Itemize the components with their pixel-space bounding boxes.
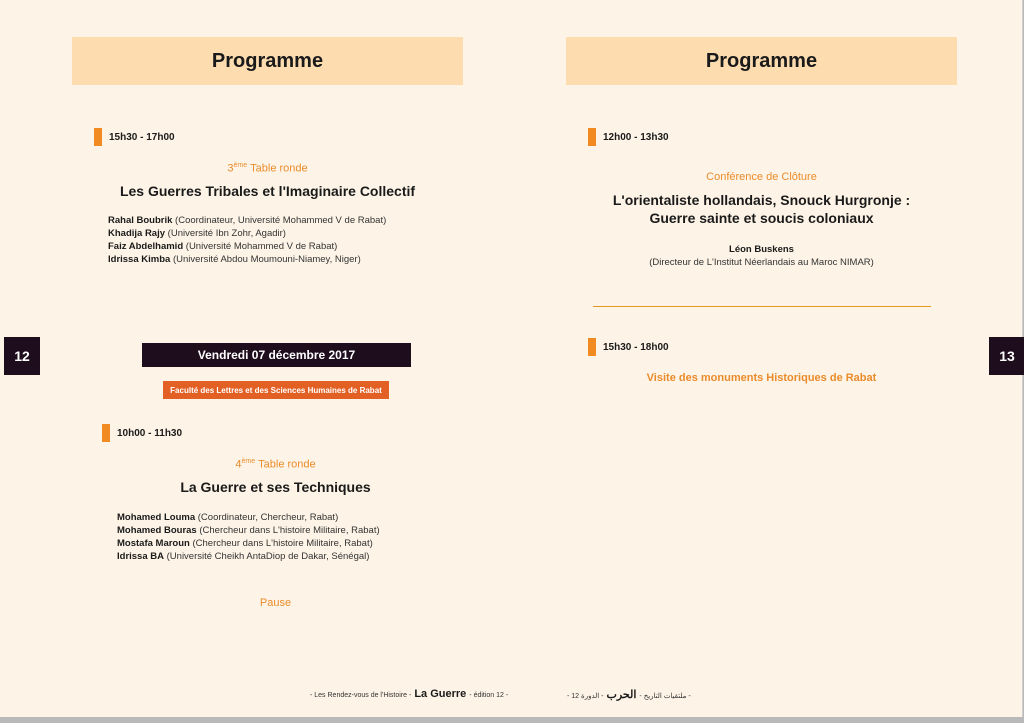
participant-name: Mostafa Maroun xyxy=(117,538,190,549)
footer-theme: La Guerre xyxy=(414,688,467,700)
participant xyxy=(117,550,380,563)
session-type xyxy=(80,458,471,471)
participant-affiliation: (Coordinateur, Université Mohammed V de Rabat) xyxy=(172,215,387,226)
time-marker xyxy=(588,128,596,146)
time-label: 12h00 - 13h30 xyxy=(603,131,669,143)
session-type xyxy=(72,162,463,175)
participant-affiliation: (Université Mohammed V de Rabat) xyxy=(183,241,338,252)
participant xyxy=(108,253,386,266)
footer-theme: الحرب xyxy=(606,689,637,701)
participant-affiliation: (Université Ibn Zohr, Agadir) xyxy=(165,228,286,239)
session-title xyxy=(566,191,957,227)
participant-name: Idrissa BA xyxy=(117,551,164,562)
time-label: 15h30 - 18h00 xyxy=(603,341,669,353)
pause-label: Pause xyxy=(259,597,292,609)
session-title-line: Guerre sainte et soucis coloniaux xyxy=(649,210,874,226)
participant xyxy=(117,537,380,550)
page-number: 12 xyxy=(4,337,40,375)
session-title-line: L'orientaliste hollandais, Snouck Hurgronje : xyxy=(612,192,911,208)
page-number: 13 xyxy=(989,337,1024,375)
participant xyxy=(117,524,380,537)
participant-name: Mohamed Bouras xyxy=(117,525,197,536)
section-divider xyxy=(593,306,931,307)
session-type: Conférence de Clôture xyxy=(706,171,817,183)
session-type-label: Table ronde xyxy=(250,162,308,175)
page-footer xyxy=(310,688,508,700)
participant-affiliation: (Chercheur dans L'histoire Militaire, Rabat) xyxy=(189,538,373,549)
speaker-affiliation: (Directeur de L'Institut Néerlandais au Maroc NIMAR) xyxy=(649,257,874,268)
footer-series: - Les Rendez-vous de l'Histoire - xyxy=(310,692,412,699)
footer-edition: - الدورة 12 - xyxy=(567,693,604,700)
footer-edition: - édition 12 - xyxy=(469,692,509,699)
time-label: 10h00 - 11h30 xyxy=(117,427,183,439)
participant-name: Mohamed Louma xyxy=(117,512,196,523)
time-marker xyxy=(94,128,102,146)
participant-list xyxy=(108,214,386,266)
participant xyxy=(108,227,386,240)
left-page xyxy=(0,0,511,717)
participant xyxy=(117,511,380,524)
session-type-label: Table ronde xyxy=(258,458,316,471)
ordinal-suffix: ème xyxy=(233,162,248,169)
participant xyxy=(108,240,386,253)
ordinal-suffix: ème xyxy=(241,458,256,465)
venue-banner: Faculté des Lettres et des Sciences Humaines de Rabat xyxy=(163,381,389,399)
participant-name: Idrissa Kimba xyxy=(108,254,171,265)
footer-series: - ملتقيات التاريخ - xyxy=(639,693,691,700)
session-title: Les Guerres Tribales et l'Imaginaire Collectif xyxy=(119,183,416,199)
time-slot xyxy=(588,338,669,356)
visit-title: Visite des monuments Historiques de Rabat xyxy=(646,372,877,384)
time-marker xyxy=(102,424,110,442)
participant-affiliation: (Coordinateur, Chercheur, Rabat) xyxy=(195,512,339,523)
page-header: Programme xyxy=(72,37,463,85)
time-label: 15h30 - 17h00 xyxy=(109,131,175,143)
participant-affiliation: (Chercheur dans L'histoire Militaire, Rabat) xyxy=(196,525,380,536)
date-banner: Vendredi 07 décembre 2017 xyxy=(142,343,411,367)
time-marker xyxy=(588,338,596,356)
participant-name: Rahal Boubrik xyxy=(108,215,173,226)
participant-name: Khadija Rajy xyxy=(108,228,166,239)
participant-name: Faiz Abdelhamid xyxy=(108,241,184,252)
time-slot xyxy=(588,128,669,146)
ordinal-number: 3 xyxy=(227,162,234,175)
session-title: La Guerre et ses Techniques xyxy=(180,479,371,495)
page-header: Programme xyxy=(566,37,957,85)
participant-affiliation: (Université Cheikh AntaDiop de Dakar, Sénégal) xyxy=(164,551,370,562)
participant xyxy=(108,214,386,227)
ordinal-number: 4 xyxy=(235,458,242,471)
right-page xyxy=(511,0,1022,717)
participant-list xyxy=(117,511,380,563)
speaker xyxy=(566,243,957,269)
time-slot xyxy=(102,424,182,442)
participant-affiliation: (Université Abdou Moumouni-Niamey, Niger) xyxy=(170,254,361,265)
speaker-name: Léon Buskens xyxy=(729,244,794,255)
page-footer xyxy=(567,688,691,701)
time-slot xyxy=(94,128,175,146)
